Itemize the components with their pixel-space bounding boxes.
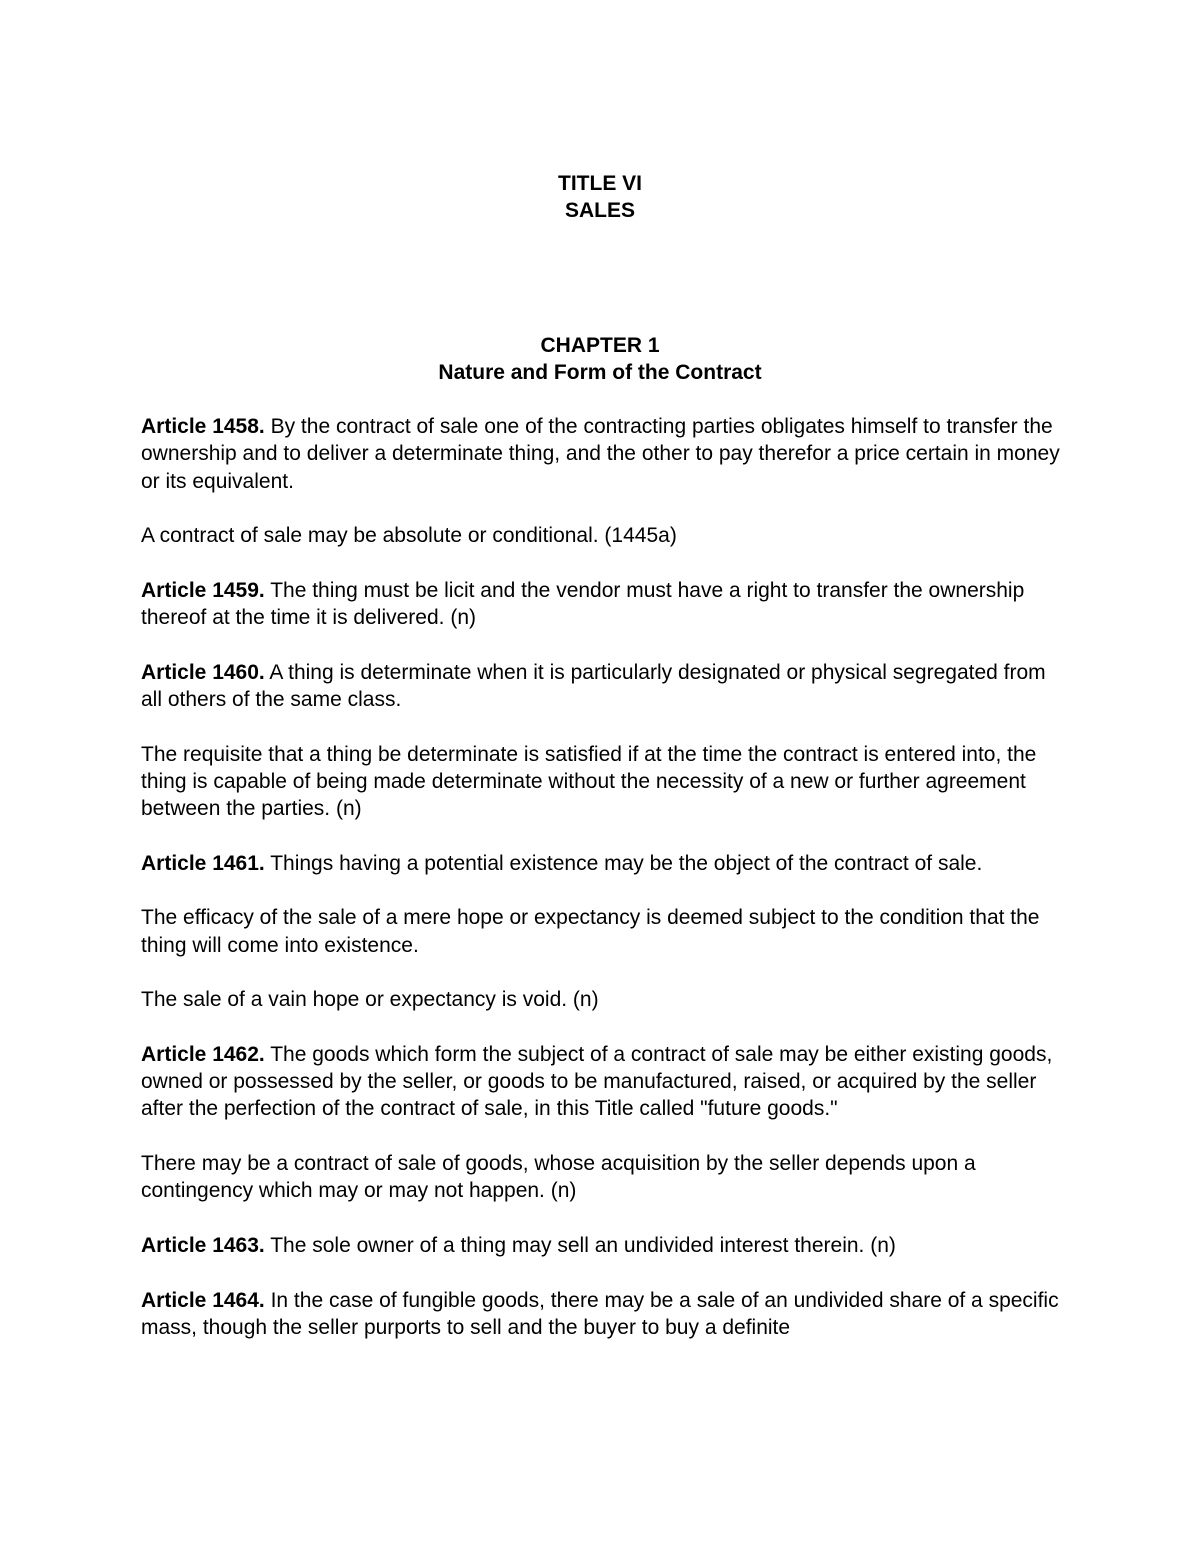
paragraph [141,1287,1066,1342]
paragraph [141,904,1066,959]
paragraph-text: By the contract of sale one of the contracting parties obligates himself to transfer the ownership and to deliver a determinate thing, and the other to pay therefor a price certain in money or its equivalent. [141,415,1060,493]
chapter-number: CHAPTER 1 [540,334,660,357]
title-heading: SALES [564,199,635,222]
paragraph-text: The requisite that a thing be determinate is satisfied if at the time the contract is entered into, the thing is capable of being made determinate without the necessity of a new or further agreement between the parties. (n) [141,742,1037,821]
article-label: Article 1464. [141,1288,265,1312]
paragraph [141,741,1066,823]
article-label: Article 1461. [141,851,265,875]
paragraph [141,413,1066,495]
article-label: Article 1463. [141,1233,265,1257]
document-body [141,413,1066,1368]
paragraph [141,986,1066,1013]
paragraph-text: The efficacy of the sale of a mere hope or expectancy is deemed subject to the condition that the thing will come into existence. [141,906,1040,957]
paragraph [141,1232,1066,1259]
paragraph-text: The sole owner of a thing may sell an undivided interest therein. (n) [264,1233,896,1257]
article-label: Article 1458. [141,415,265,438]
paragraph-text: The thing must be licit and the vendor must have a right to transfer the ownership thereof at the time it is delivered. (n) [141,578,1025,630]
paragraph [141,850,1066,877]
paragraph-text: A contract of sale may be absolute or conditional. (1445a) [141,524,677,548]
paragraph-text: Things having a potential existence may be the object of the contract of sale. [264,851,983,875]
title-block [0,170,1200,224]
paragraph-text: In the case of fungible goods, there may be a sale of an undivided share of a specific mass, though the seller purports to sell and the buyer to buy a definite [141,1288,1059,1339]
paragraph [141,577,1066,632]
paragraph-text: The sale of a vain hope or expectancy is void. (n) [141,988,599,1012]
paragraph [141,1041,1066,1123]
article-label: Article 1460. [141,660,265,684]
paragraph-text: The goods which form the subject of a contract of sale may be either existing goods, owned or possessed by the seller, or goods to be manufactured, raised, or acquired by the seller after the perfection of the contract of sale, in this Title called "future goods." [141,1042,1053,1121]
paragraph [141,1150,1066,1205]
chapter-block [0,332,1200,386]
article-label: Article 1459. [141,578,265,602]
paragraph-text: A thing is determinate when it is particularly designated or physical segregated from all others of the same class. [141,660,1046,711]
paragraph-text: There may be a contract of sale of goods, whose acquisition by the seller depends upon a contingency which may or may not happen. (n) [141,1152,976,1203]
title-number: TITLE VI [558,172,642,195]
article-label: Article 1462. [141,1042,265,1066]
paragraph [141,522,1066,549]
chapter-heading: Nature and Form of the Contract [438,361,762,384]
paragraph [141,659,1066,714]
